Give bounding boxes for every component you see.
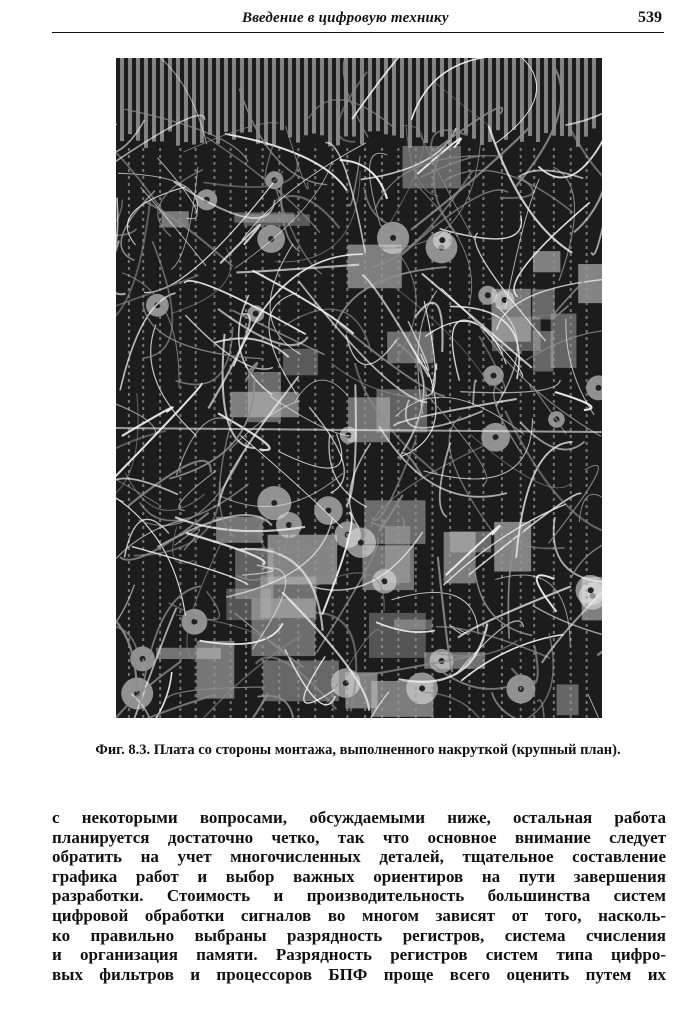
body-line: и организация памяти. Разрядность регистров систем типа цифро- (52, 945, 666, 965)
page-header (52, 8, 664, 33)
figure-caption (52, 741, 664, 759)
caption-label: Фиг. 8.3. (95, 742, 151, 758)
body-line: с некоторыми вопросами, обсуждаемыми ниже, остальная работа (52, 808, 666, 827)
body-line: ко правильно выбраны разрядность регистров, система счисления (52, 925, 666, 945)
body-text (52, 808, 666, 984)
body-line: обратить на учет многочисленных деталей, тщательное составление (52, 847, 666, 867)
running-title: Введение в цифровую технику (242, 10, 449, 26)
body-line: разработки. Стоимость и производительность большинства систем (52, 886, 666, 906)
caption-text: Плата со стороны монтажа, выполненного накруткой (крупный план). (153, 742, 621, 758)
body-line: цифровой обработки сигналов во многом зависят от того, насколь- (52, 905, 666, 925)
circuit-board-wire-wrap-photo-icon (116, 58, 602, 718)
page-number: 539 (638, 9, 662, 26)
body-line: планируется достаточно четко, так что основное внимание следует (52, 827, 666, 847)
body-line: вых фильтров и процессоров БПФ проще всего оценить путем их (52, 964, 666, 984)
body-line: графика работ и выбор важных ориентиров на пути завершения (52, 866, 666, 886)
figure-board-photo (116, 58, 602, 718)
